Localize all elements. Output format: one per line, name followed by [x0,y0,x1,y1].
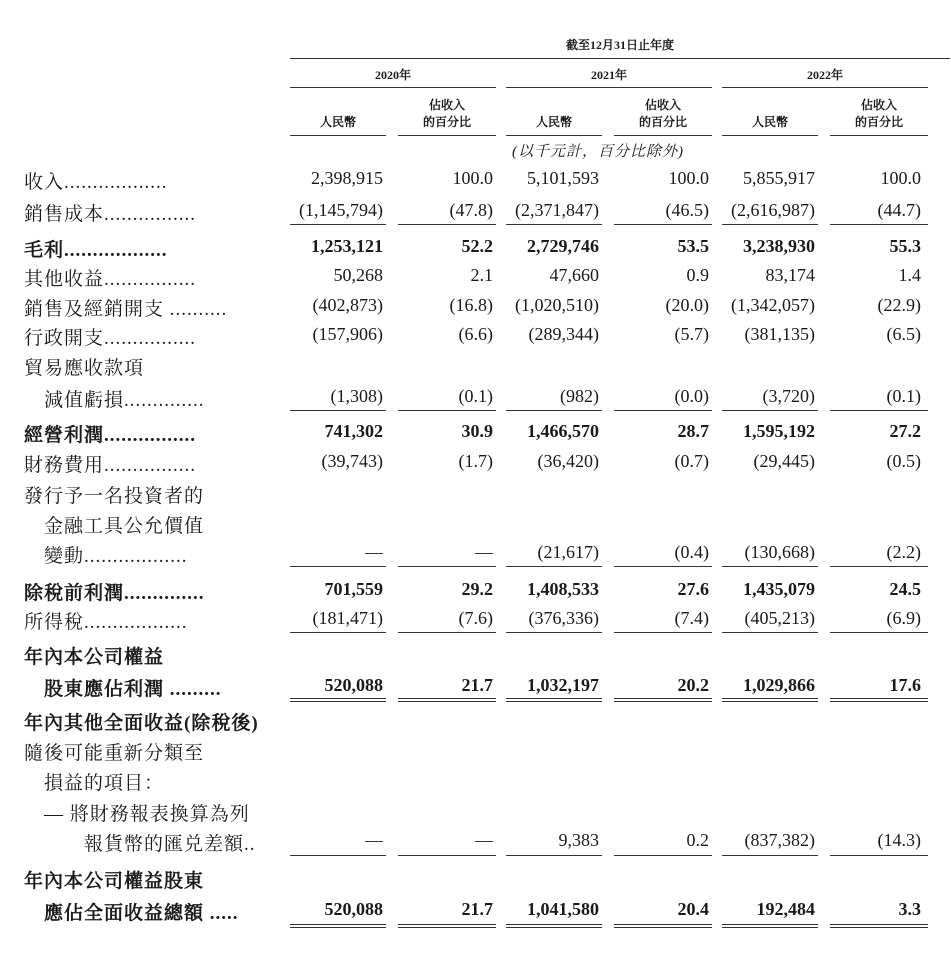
cell-rmb-2020: 520,088 [324,675,383,695]
cell-rmb-2021: 2,729,746 [527,236,599,256]
rule-after-exchange-diff-1 [290,855,386,856]
cell-rmb-2021: (376,336) [528,608,599,628]
cell-pct-2021: (0.0) [674,386,709,406]
label-oci-l3: 損益的項目： [44,773,165,794]
cell-pct-2020: 29.2 [461,579,493,599]
cell-pct-2020: 30.9 [461,421,493,441]
cell-pct-2022: (6.5) [886,324,921,344]
rule-after-exchange-diff-2 [398,855,496,856]
col-pct-2021-l2: 的百分比 [638,115,687,129]
rule-after-cost-of-sales-3 [506,224,602,225]
unit-note: (以千元計，百分比除外) [512,144,684,160]
cell-pct-2021: (5.7) [674,324,709,344]
label-fv-change-l2: 金融工具公允價值 [44,516,205,537]
rule-after-fv-change-6 [830,566,928,567]
rule-after-exchange-diff-4 [614,855,712,856]
cell-pct-2020: 100.0 [452,168,493,188]
rule-after-total-ci-1 [290,924,386,928]
cell-pct-2022: (0.1) [886,386,921,406]
rule-after-total-ci-3 [506,924,602,928]
label-profit-before-tax: 除稅前利潤.............. [24,583,205,604]
label-gross-profit: 毛利.................. [24,240,168,261]
label-oci-l1: 年內其他全面收益(除稅後) [24,713,259,734]
rule-after-cost-of-sales-2 [398,224,496,225]
cell-rmb-2020: 2,398,915 [311,168,383,188]
cell-pct-2022: 1.4 [898,265,921,285]
cell-rmb-2021: (1,020,510) [515,295,599,315]
cell-rmb-2022: (1,342,057) [731,295,815,315]
cell-rmb-2020: 741,302 [324,421,383,441]
cell-rmb-2022: (837,382) [744,830,815,850]
cell-pct-2020: — [475,830,493,850]
rule-after-total-ci-4 [614,924,712,928]
cell-rmb-2022: 83,174 [765,265,815,285]
cell-rmb-2020: 50,268 [333,265,383,285]
cell-rmb-2022: 1,435,079 [743,579,815,599]
cell-rmb-2021: 1,466,570 [527,421,599,441]
cell-pct-2021: 27.6 [677,579,709,599]
cell-pct-2021: (46.5) [665,200,709,220]
cell-pct-2020: 2.1 [470,265,493,285]
rule-after-impairment-3 [506,410,602,411]
cell-rmb-2022: 1,595,192 [743,421,815,441]
cell-rmb-2021: 1,041,580 [527,899,599,919]
label-finance-costs: 財務費用................ [24,455,197,476]
rule-after-fv-change-1 [290,566,386,567]
cell-rmb-2022: 192,484 [756,899,815,919]
label-selling-expenses: 銷售及經銷開支 .......... [24,299,228,320]
rule-after-cost-of-sales-6 [830,224,928,225]
cell-rmb-2022: (405,213) [744,608,815,628]
cell-pct-2020: (7.6) [458,608,493,628]
col-pct-2020-l1: 佔收入 [428,98,465,112]
rule-after-impairment-5 [722,410,818,411]
cell-rmb-2020: (1,145,794) [299,200,383,220]
cell-rmb-2021: 1,408,533 [527,579,599,599]
year-header-2020: 2020年 [374,68,411,82]
year-rule-2022 [722,87,928,88]
cell-rmb-2021: (21,617) [537,542,599,562]
rule-after-profit-attrib-3 [506,698,602,702]
subhdr-rule-3 [506,135,602,136]
cell-pct-2020: (47.8) [449,200,493,220]
rule-after-exchange-diff-3 [506,855,602,856]
col-pct-2021-l1: 佔收入 [644,98,681,112]
cell-pct-2022: (2.2) [886,542,921,562]
rule-after-exchange-diff-5 [722,855,818,856]
rule-after-fv-change-4 [614,566,712,567]
cell-pct-2020: 21.7 [461,675,493,695]
rule-after-impairment-2 [398,410,496,411]
cell-rmb-2020: 520,088 [324,899,383,919]
cell-rmb-2021: (289,344) [528,324,599,344]
label-revenue: 收入.................. [24,172,168,193]
subhdr-rule-6 [830,135,928,136]
rule-after-income-tax-2 [398,632,496,633]
rule-after-fv-change-3 [506,566,602,567]
cell-pct-2020: 52.2 [461,236,493,256]
cell-rmb-2022: 1,029,866 [743,675,815,695]
rule-after-impairment-1 [290,410,386,411]
cell-rmb-2022: 3,238,930 [743,236,815,256]
cell-pct-2022: 24.5 [889,579,921,599]
cell-pct-2022: (0.5) [886,451,921,471]
cell-rmb-2020: (157,906) [312,324,383,344]
cell-pct-2021: 20.4 [677,899,709,919]
rule-after-income-tax-3 [506,632,602,633]
rule-after-income-tax-1 [290,632,386,633]
label-fv-change-l3: 變動.................. [44,546,188,567]
header-rule-period [290,58,950,59]
rule-after-profit-attrib-4 [614,698,712,702]
cell-rmb-2021: 1,032,197 [527,675,599,695]
cell-rmb-2020: (402,873) [312,295,383,315]
subhdr-rule-4 [614,135,712,136]
year-rule-2021 [506,87,712,88]
rule-after-total-ci-2 [398,924,496,928]
cell-pct-2020: (16.8) [449,295,493,315]
cell-pct-2022: 100.0 [880,168,921,188]
rule-after-income-tax-5 [722,632,818,633]
rule-after-exchange-diff-6 [830,855,928,856]
rule-after-total-ci-6 [830,924,928,928]
label-impairment-l1: 貿易應收款項 [24,358,145,379]
rule-after-total-ci-5 [722,924,818,928]
cell-pct-2020: (6.6) [458,324,493,344]
cell-pct-2021: 28.7 [677,421,709,441]
cell-rmb-2022: (29,445) [753,451,815,471]
cell-pct-2020: (0.1) [458,386,493,406]
col-pct-2022-l2: 的百分比 [854,115,903,129]
col-pct-2022-l1: 佔收入 [860,98,897,112]
cell-pct-2020: — [475,542,493,562]
cell-pct-2021: (0.4) [674,542,709,562]
label-oci-l4: — 將財務報表換算為列 [44,804,250,825]
cell-pct-2021: 100.0 [668,168,709,188]
cell-rmb-2021: (36,420) [537,451,599,471]
label-impairment-l2: 減值虧損.............. [44,390,205,411]
subhdr-rule-2 [398,135,496,136]
cell-rmb-2022: (2,616,987) [731,200,815,220]
period-header: 截至12月31日止年度 [565,38,674,52]
cell-rmb-2020: (181,471) [312,608,383,628]
rule-after-profit-attrib-1 [290,698,386,702]
cell-rmb-2020: — [365,542,383,562]
cell-rmb-2020: (39,743) [321,451,383,471]
rule-after-cost-of-sales-1 [290,224,386,225]
cell-rmb-2020: 701,559 [324,579,383,599]
rule-after-profit-attrib-2 [398,698,496,702]
label-other-income: 其他收益................ [24,269,197,290]
cell-pct-2022: 3.3 [898,899,921,919]
label-cost-of-sales: 銷售成本................ [24,204,197,225]
cell-pct-2020: (1.7) [458,451,493,471]
cell-pct-2020: 21.7 [461,899,493,919]
rule-after-impairment-6 [830,410,928,411]
label-income-tax: 所得稅.................. [24,612,188,633]
cell-pct-2022: 27.2 [889,421,921,441]
rule-after-fv-change-2 [398,566,496,567]
cell-pct-2021: 0.9 [686,265,709,285]
year-header-2022: 2022年 [806,68,843,82]
year-header-2021: 2021年 [590,68,627,82]
cell-rmb-2020: 1,253,121 [311,236,383,256]
rule-after-cost-of-sales-4 [614,224,712,225]
rule-after-profit-attrib-5 [722,698,818,702]
year-rule-2020 [290,87,496,88]
cell-pct-2021: 0.2 [686,830,709,850]
cell-pct-2022: 17.6 [889,675,921,695]
label-profit-attrib-l2: 股東應佔利潤 ......... [44,679,222,700]
cell-rmb-2022: (130,668) [744,542,815,562]
cell-pct-2021: (20.0) [665,295,709,315]
rule-after-fv-change-5 [722,566,818,567]
cell-rmb-2020: (1,308) [330,386,383,406]
cell-rmb-2022: 5,855,917 [743,168,815,188]
rule-after-cost-of-sales-5 [722,224,818,225]
cell-rmb-2021: (982) [560,386,599,406]
subhdr-rule-1 [290,135,386,136]
col-pct-2020-l2: 的百分比 [422,115,471,129]
label-profit-attrib-l1: 年內本公司權益 [24,647,165,668]
cell-rmb-2020: — [365,830,383,850]
rule-after-income-tax-4 [614,632,712,633]
label-fv-change-l1: 發行予一名投資者的 [24,486,205,507]
rule-after-impairment-4 [614,410,712,411]
rule-after-profit-attrib-6 [830,698,928,702]
col-rmb-2021: 人民幣 [535,115,572,129]
subhdr-rule-5 [722,135,818,136]
cell-rmb-2022: (3,720) [762,386,815,406]
cell-rmb-2022: (381,135) [744,324,815,344]
cell-pct-2022: (44.7) [877,200,921,220]
cell-pct-2022: (22.9) [877,295,921,315]
cell-pct-2022: (6.9) [886,608,921,628]
label-total-ci-l2: 應佔全面收益總額 ..... [44,903,239,924]
cell-rmb-2021: 5,101,593 [527,168,599,188]
cell-pct-2021: (0.7) [674,451,709,471]
label-oci-l2: 隨後可能重新分類至 [24,743,205,764]
label-total-ci-l1: 年內本公司權益股東 [24,871,205,892]
col-rmb-2022: 人民幣 [751,115,788,129]
label-admin-expenses: 行政開支................ [24,328,197,349]
cell-pct-2022: 55.3 [889,236,921,256]
cell-pct-2021: 20.2 [677,675,709,695]
cell-rmb-2021: 47,660 [549,265,599,285]
col-rmb-2020: 人民幣 [319,115,356,129]
cell-pct-2021: 53.5 [677,236,709,256]
cell-rmb-2021: 9,383 [558,830,599,850]
cell-rmb-2021: (2,371,847) [515,200,599,220]
cell-pct-2022: (14.3) [877,830,921,850]
label-oci-l5: 報貨幣的匯兑差額.. [84,834,256,855]
rule-after-income-tax-6 [830,632,928,633]
cell-pct-2021: (7.4) [674,608,709,628]
label-operating-profit: 經營利潤................ [24,425,197,446]
